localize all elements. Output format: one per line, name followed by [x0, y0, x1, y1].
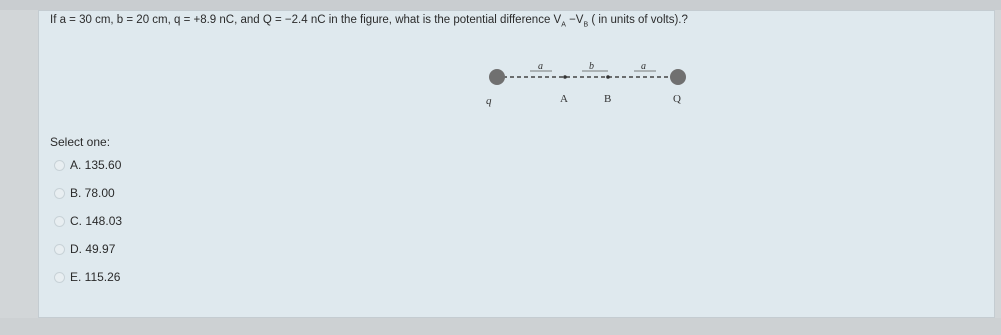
option-d[interactable] — [54, 240, 115, 258]
question-text-after: ( in units of volts).? — [588, 14, 688, 26]
label-a-right: a — [641, 61, 646, 72]
option-d-radio[interactable] — [54, 244, 65, 255]
label-b: b — [589, 61, 594, 72]
option-a[interactable] — [54, 156, 121, 174]
question-text-mid: −V — [565, 14, 584, 26]
option-c-radio[interactable] — [54, 216, 65, 227]
question-card — [38, 10, 995, 318]
charge-q-dot — [489, 69, 505, 85]
label-A: A — [560, 93, 568, 105]
option-e[interactable] — [54, 268, 120, 286]
label-B: B — [604, 93, 612, 105]
option-b[interactable] — [54, 184, 115, 202]
question-text-before: If a = 30 cm, b = 20 cm, q = +8.9 nC, and Q = −2.4 nC in the figure, what is the potential difference V — [50, 14, 562, 26]
option-e-radio[interactable] — [54, 272, 65, 283]
option-d-label: D. 49.97 — [70, 242, 116, 256]
option-c-label: C. 148.03 — [70, 214, 123, 228]
label-q: q — [486, 95, 492, 107]
subscript-b: B — [583, 21, 589, 29]
option-a-radio[interactable] — [54, 160, 65, 171]
select-one-label: Select one: — [50, 135, 111, 149]
option-c[interactable] — [54, 212, 122, 230]
point-A-dot — [563, 75, 567, 79]
point-B-dot — [606, 75, 610, 79]
option-b-radio[interactable] — [54, 188, 65, 199]
option-e-label: E. 115.26 — [70, 270, 121, 284]
label-a-left: a — [538, 61, 543, 72]
question-text — [50, 14, 980, 28]
option-a-label: A. 135.60 — [70, 158, 122, 172]
charge-Q-dot — [670, 69, 686, 85]
label-Q: Q — [673, 93, 681, 105]
option-b-label: B. 78.00 — [70, 186, 115, 200]
subscript-a: A — [561, 21, 566, 29]
charge-figure — [478, 58, 698, 110]
top-strip — [0, 0, 1001, 10]
bottom-strip — [0, 318, 1001, 335]
